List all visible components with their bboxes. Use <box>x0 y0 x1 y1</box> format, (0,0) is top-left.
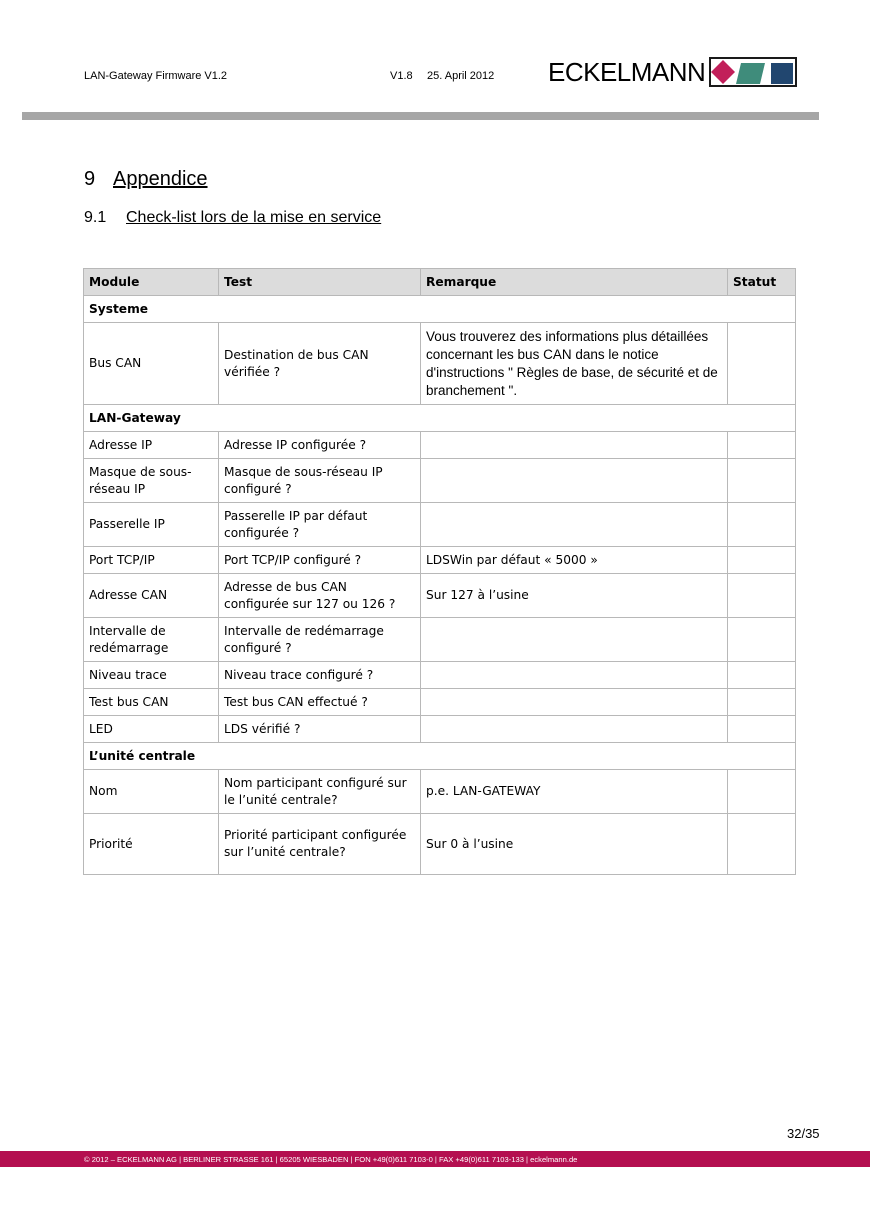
heading-2 <box>84 209 381 227</box>
cell-status <box>728 547 796 574</box>
header-rule <box>22 112 819 120</box>
cell-remark: Sur 127 à l’usine <box>421 574 728 618</box>
checklist-table <box>83 268 796 875</box>
cell-module: Niveau trace <box>84 662 219 689</box>
cell-module: Port TCP/IP <box>84 547 219 574</box>
cell-remark <box>421 432 728 459</box>
cell-module: Adresse CAN <box>84 574 219 618</box>
column-header-status: Statut <box>728 269 796 296</box>
cell-status <box>728 689 796 716</box>
cell-remark <box>421 689 728 716</box>
section-row <box>84 405 796 432</box>
cell-remark <box>421 716 728 743</box>
header-doc-title: LAN-Gateway Firmware V1.2 <box>84 70 228 82</box>
heading-2-title: Check-list lors de la mise en service <box>126 209 382 226</box>
section-title: LAN-Gateway <box>84 405 796 432</box>
table-row <box>84 432 796 459</box>
cell-test: Passerelle IP par défaut configurée ? <box>219 503 421 547</box>
cell-module: Priorité <box>84 814 219 875</box>
header-version: V1.8 <box>390 70 413 82</box>
cell-status <box>728 503 796 547</box>
table-row <box>84 662 796 689</box>
cell-status <box>728 814 796 875</box>
cell-module: Test bus CAN <box>84 689 219 716</box>
footer-address: © 2012 – ECKELMANN AG | BERLINER STRASSE 161 | 65205 WIESBADEN | FON +49(0)611 7103-0 | FAX +49(0)611 7103-133 | eckelmann.de <box>84 1155 578 1164</box>
table-row <box>84 770 796 814</box>
cell-test: Test bus CAN effectué ? <box>219 689 421 716</box>
cell-status <box>728 716 796 743</box>
cell-test: Destination de bus CAN vérifiée ? <box>219 323 421 405</box>
cell-module: Passerelle IP <box>84 503 219 547</box>
cell-test: LDS vérifié ? <box>219 716 421 743</box>
cell-test: Adresse de bus CAN configurée sur 127 ou 126 ? <box>219 574 421 618</box>
table-row <box>84 547 796 574</box>
table-row <box>84 814 796 875</box>
cell-test: Priorité participant configurée sur l’unité centrale? <box>219 814 421 875</box>
logo-text: ECKELMANN <box>548 57 706 87</box>
column-header-module: Module <box>84 269 219 296</box>
cell-test: Adresse IP configurée ? <box>219 432 421 459</box>
cell-test: Masque de sous-réseau IP configuré ? <box>219 459 421 503</box>
cell-status <box>728 323 796 405</box>
heading-1-number: 9 <box>84 168 96 190</box>
table-row <box>84 618 796 662</box>
cell-remark <box>421 459 728 503</box>
cell-status <box>728 662 796 689</box>
table-row <box>84 459 796 503</box>
cell-module: LED <box>84 716 219 743</box>
cell-status <box>728 770 796 814</box>
table-row <box>84 323 796 405</box>
heading-2-number: 9.1 <box>84 209 107 226</box>
logo-squares-icon <box>709 57 797 87</box>
section-row <box>84 743 796 770</box>
cell-test: Port TCP/IP configuré ? <box>219 547 421 574</box>
section-title: Systeme <box>84 296 796 323</box>
table-header-row <box>84 269 796 296</box>
cell-status <box>728 459 796 503</box>
table-row <box>84 503 796 547</box>
cell-remark: LDSWin par défaut « 5000 » <box>421 547 728 574</box>
cell-status <box>728 618 796 662</box>
page-number: 32/35 <box>787 1126 820 1141</box>
cell-status <box>728 574 796 618</box>
table-row <box>84 689 796 716</box>
cell-remark: Sur 0 à l’usine <box>421 814 728 875</box>
section-row <box>84 296 796 323</box>
cell-module: Intervalle de redémarrage <box>84 618 219 662</box>
cell-remark <box>421 503 728 547</box>
cell-module: Masque de sous-réseau IP <box>84 459 219 503</box>
cell-test: Intervalle de redémarrage configuré ? <box>219 618 421 662</box>
column-header-test: Test <box>219 269 421 296</box>
header-date: 25. April 2012 <box>427 70 495 82</box>
heading-1 <box>84 168 208 191</box>
cell-module: Bus CAN <box>84 323 219 405</box>
cell-module: Adresse IP <box>84 432 219 459</box>
cell-test: Nom participant configuré sur le l’unité centrale? <box>219 770 421 814</box>
table-row <box>84 716 796 743</box>
eckelmann-logo <box>548 57 797 87</box>
cell-remark: p.e. LAN-GATEWAY <box>421 770 728 814</box>
cell-module: Nom <box>84 770 219 814</box>
cell-remark <box>421 618 728 662</box>
cell-status <box>728 432 796 459</box>
heading-1-title: Appendice <box>113 168 208 190</box>
cell-remark <box>421 662 728 689</box>
column-header-remark: Remarque <box>421 269 728 296</box>
cell-remark: Vous trouverez des informations plus détaillées concernant les bus CAN dans le notice d'instructions " Règles de base, de sécurité et de branchement ". <box>421 323 728 405</box>
section-title: L’unité centrale <box>84 743 796 770</box>
cell-test: Niveau trace configuré ? <box>219 662 421 689</box>
table-row <box>84 574 796 618</box>
